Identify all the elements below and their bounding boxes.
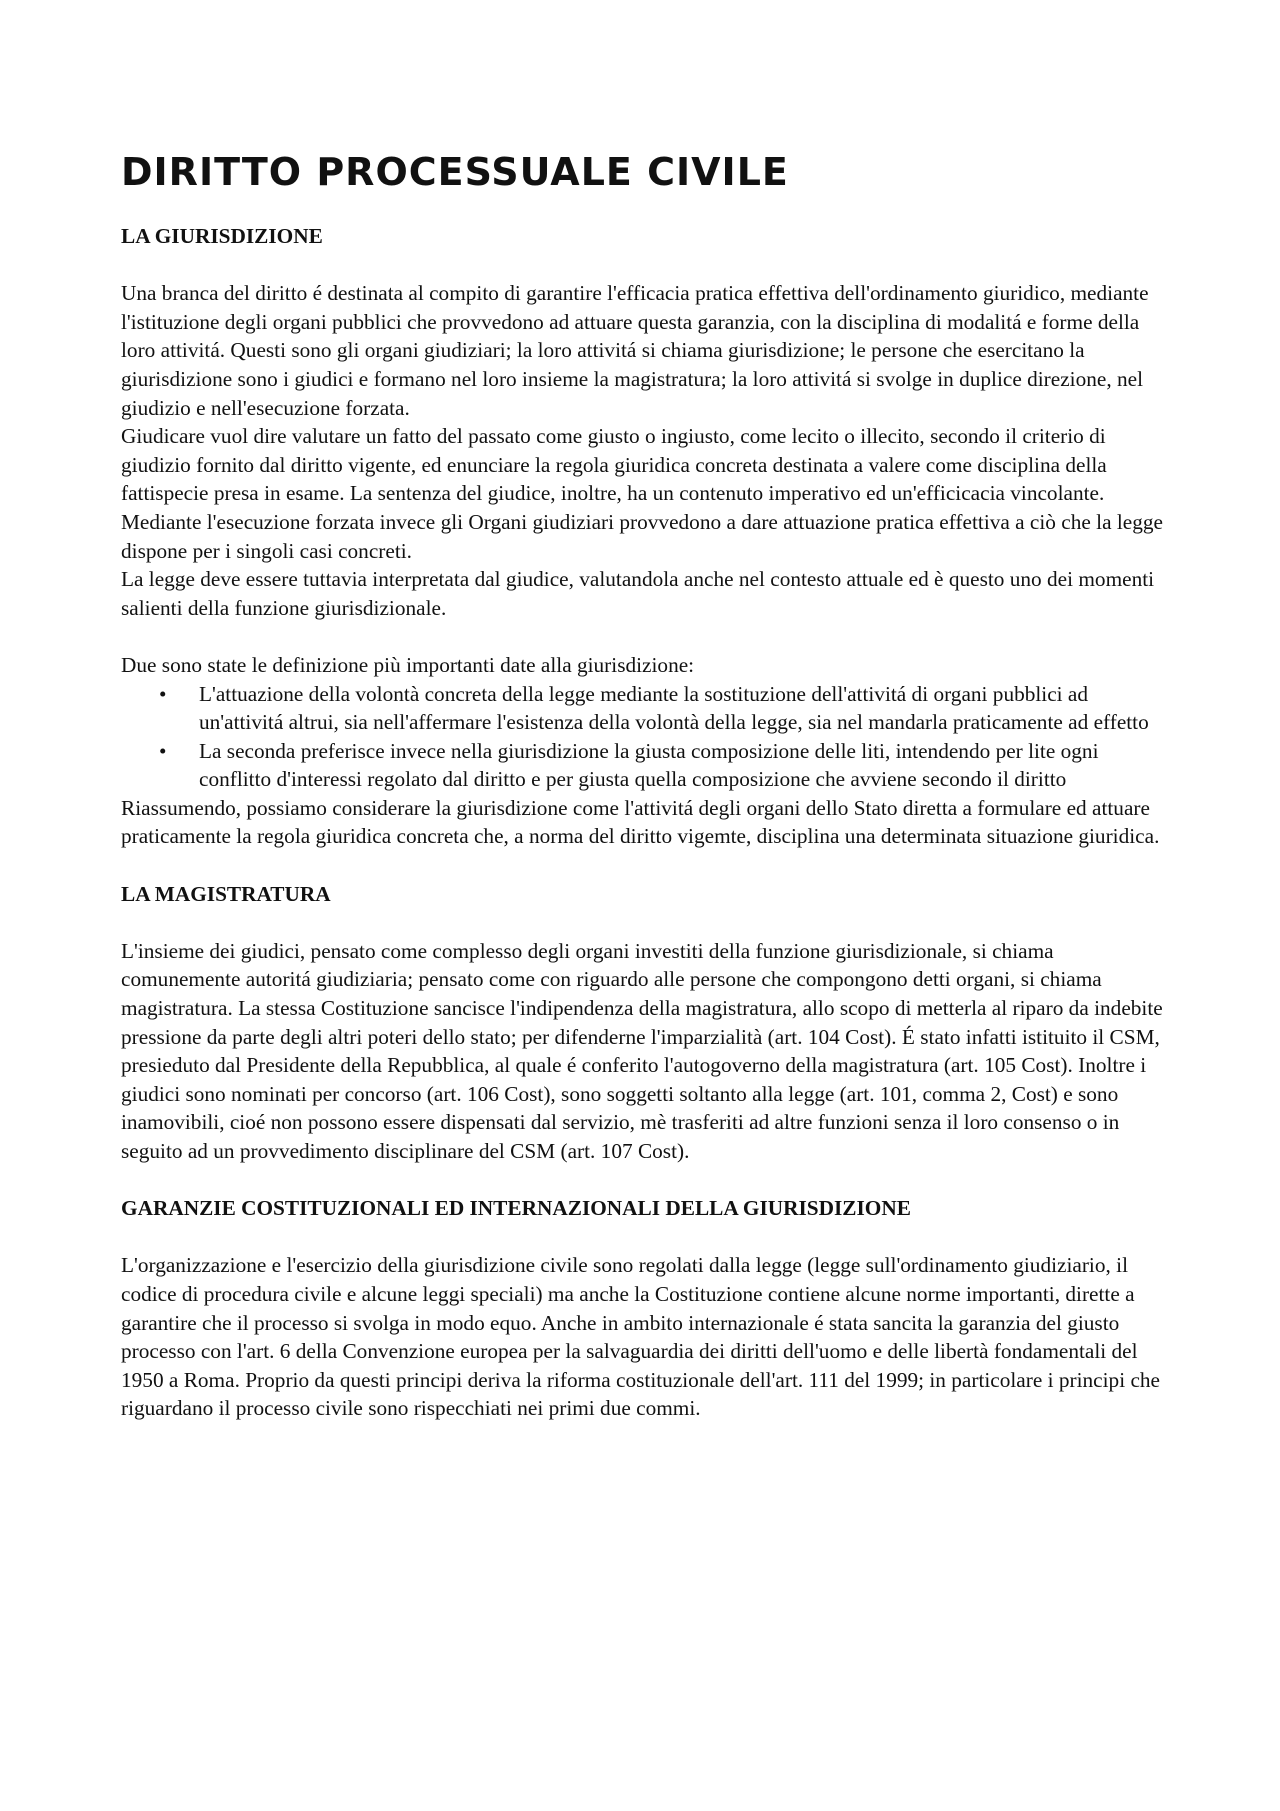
paragraph: L'organizzazione e l'esercizio della giurisdizione civile sono regolati dalla legge (legge sull'ordinamento giudiziario, il codice di procedura civile e alcune leggi speciali) ma anche la Costituzione contiene alcune norme importanti, dirette a garantire che il processo si svolga in modo equo. Anche in ambito internazionale é stata sancita la garanzia del giusto processo con l'art. 6 della Convenzione europea per la salvaguardia dei diritti dell'uomo e delle libertà fondamentali del 1950 a Roma. Proprio da questi principi deriva la riforma costituzionale dell'art. 111 del 1999; in particolare i principi che riguardano il processo civile sono rispecchiati nei primi due commi.: [121, 1253, 1160, 1421]
section-heading: LA MAGISTRATURA: [121, 881, 331, 906]
spacer: [121, 251, 1171, 280]
spacer: [121, 1223, 1171, 1252]
list-item-text: La seconda preferisce invece nella giurisdizione la giusta composizione delle liti, intendendo per lite ogni conflitto d'interessi regolato dal diritto e per giusta quella composizione che avviene secondo il diritto: [199, 738, 1099, 792]
section-garanzie: [121, 1194, 1171, 1423]
paragraph: La legge deve essere tuttavia interpretata dal giudice, valutandola anche nel contesto attuale ed è questo uno dei momenti salienti della funzione giurisdizionale.: [121, 567, 1155, 620]
bullet-icon: •: [159, 738, 167, 763]
spacer: [121, 908, 1171, 937]
definitions-list: [121, 680, 1171, 794]
list-intro: Due sono state le definizione più importanti date alla giurisdizione:: [121, 652, 695, 677]
spacer: [121, 1166, 1171, 1195]
bullet-icon: •: [159, 681, 167, 706]
spacer: [121, 851, 1171, 880]
paragraph: Riassumendo, possiamo considerare la giurisdizione come l'attivitá degli organi dello Stato diretta a formulare ed attuare praticamente la regola giuridica concreta che, a norma del diritto vigemte, disciplina una determinata situazione giuridica.: [121, 795, 1160, 849]
section-magistratura: [121, 880, 1171, 1166]
section-heading: LA GIURISDIZIONE: [121, 224, 323, 248]
list-item: [121, 737, 1171, 794]
document-title: DIRITTO PROCESSUALE CIVILE: [121, 150, 789, 194]
list-item-text: L'attuazione della volontà concreta della legge mediante la sostituzione dell'attivitá di organi pubblici ad un'attivitá altrui, sia nell'affermare l'esistenza della volontà della legge, sia nel mandarla praticamente ad effetto: [199, 681, 1149, 735]
list-item: [121, 680, 1171, 737]
spacer: [121, 622, 1171, 651]
paragraph: Una branca del diritto é destinata al compito di garantire l'efficacia pratica effettiva dell'ordinamento giuridico, mediante l'istituzione degli organi pubblici che provvedono ad attuare questa garanzia, con la disciplina di modalitá e forme della loro attivitá. Questi sono gli organi giudiziari; la loro attivitá si chiama giurisdizione; le persone che esercitano la giurisdizione sono i giudici e formano nel loro insieme la magistratura; la loro attivitá si svolge in duplice direzione, nel giudizio e nell'esecuzione forzata.: [121, 281, 1149, 420]
document-body: [121, 222, 1171, 1423]
paragraph: L'insieme dei giudici, pensato come complesso degli organi investiti della funzione giurisdizionale, si chiama comunemente autoritá giudiziaria; pensato come con riguardo alle persone che compongono detti organi, si chiama magistratura. La stessa Costituzione sancisce l'indipendenza della magistratura, allo scopo di metterla al riparo da indebite pressione da parte degli altri poteri dello stato; per difenderne l'imparzialità (art. 104 Cost). É stato infatti istituito il CSM, presieduto dal Presidente della Repubblica, al quale é conferito l'autogoverno della magistratura (art. 105 Cost). Inoltre i giudici sono nominati per concorso (art. 106 Cost), sono soggetti soltanto alla legge (art. 101, comma 2, Cost) e sono inamovibili, cioé non possono essere dispensati dal servizio, mè trasferiti ad altre funzioni senza il loro consenso o in seguito ad un provvedimento disciplinare del CSM (art. 107 Cost).: [121, 938, 1163, 1163]
paragraph: Giudicare vuol dire valutare un fatto del passato come giusto o ingiusto, come lecito o illecito, secondo il criterio di giudizio fornito dal diritto vigente, ed enunciare la regola giuridica concreta destinata a valere come disciplina della fattispecie presa in esame. La sentenza del giudice, inoltre, ha un contenuto imperativo ed un'efficicacia vincolante. Mediante l'esecuzione forzata invece gli Organi giudiziari provvedono a dare attuazione pratica effettiva a ciò che la legge dispone per i singoli casi concreti.: [121, 424, 1163, 563]
section-giurisdizione: [121, 222, 1171, 851]
section-heading: GARANZIE COSTITUZIONALI ED INTERNAZIONALI DELLA GIURISDIZIONE: [121, 1196, 911, 1221]
